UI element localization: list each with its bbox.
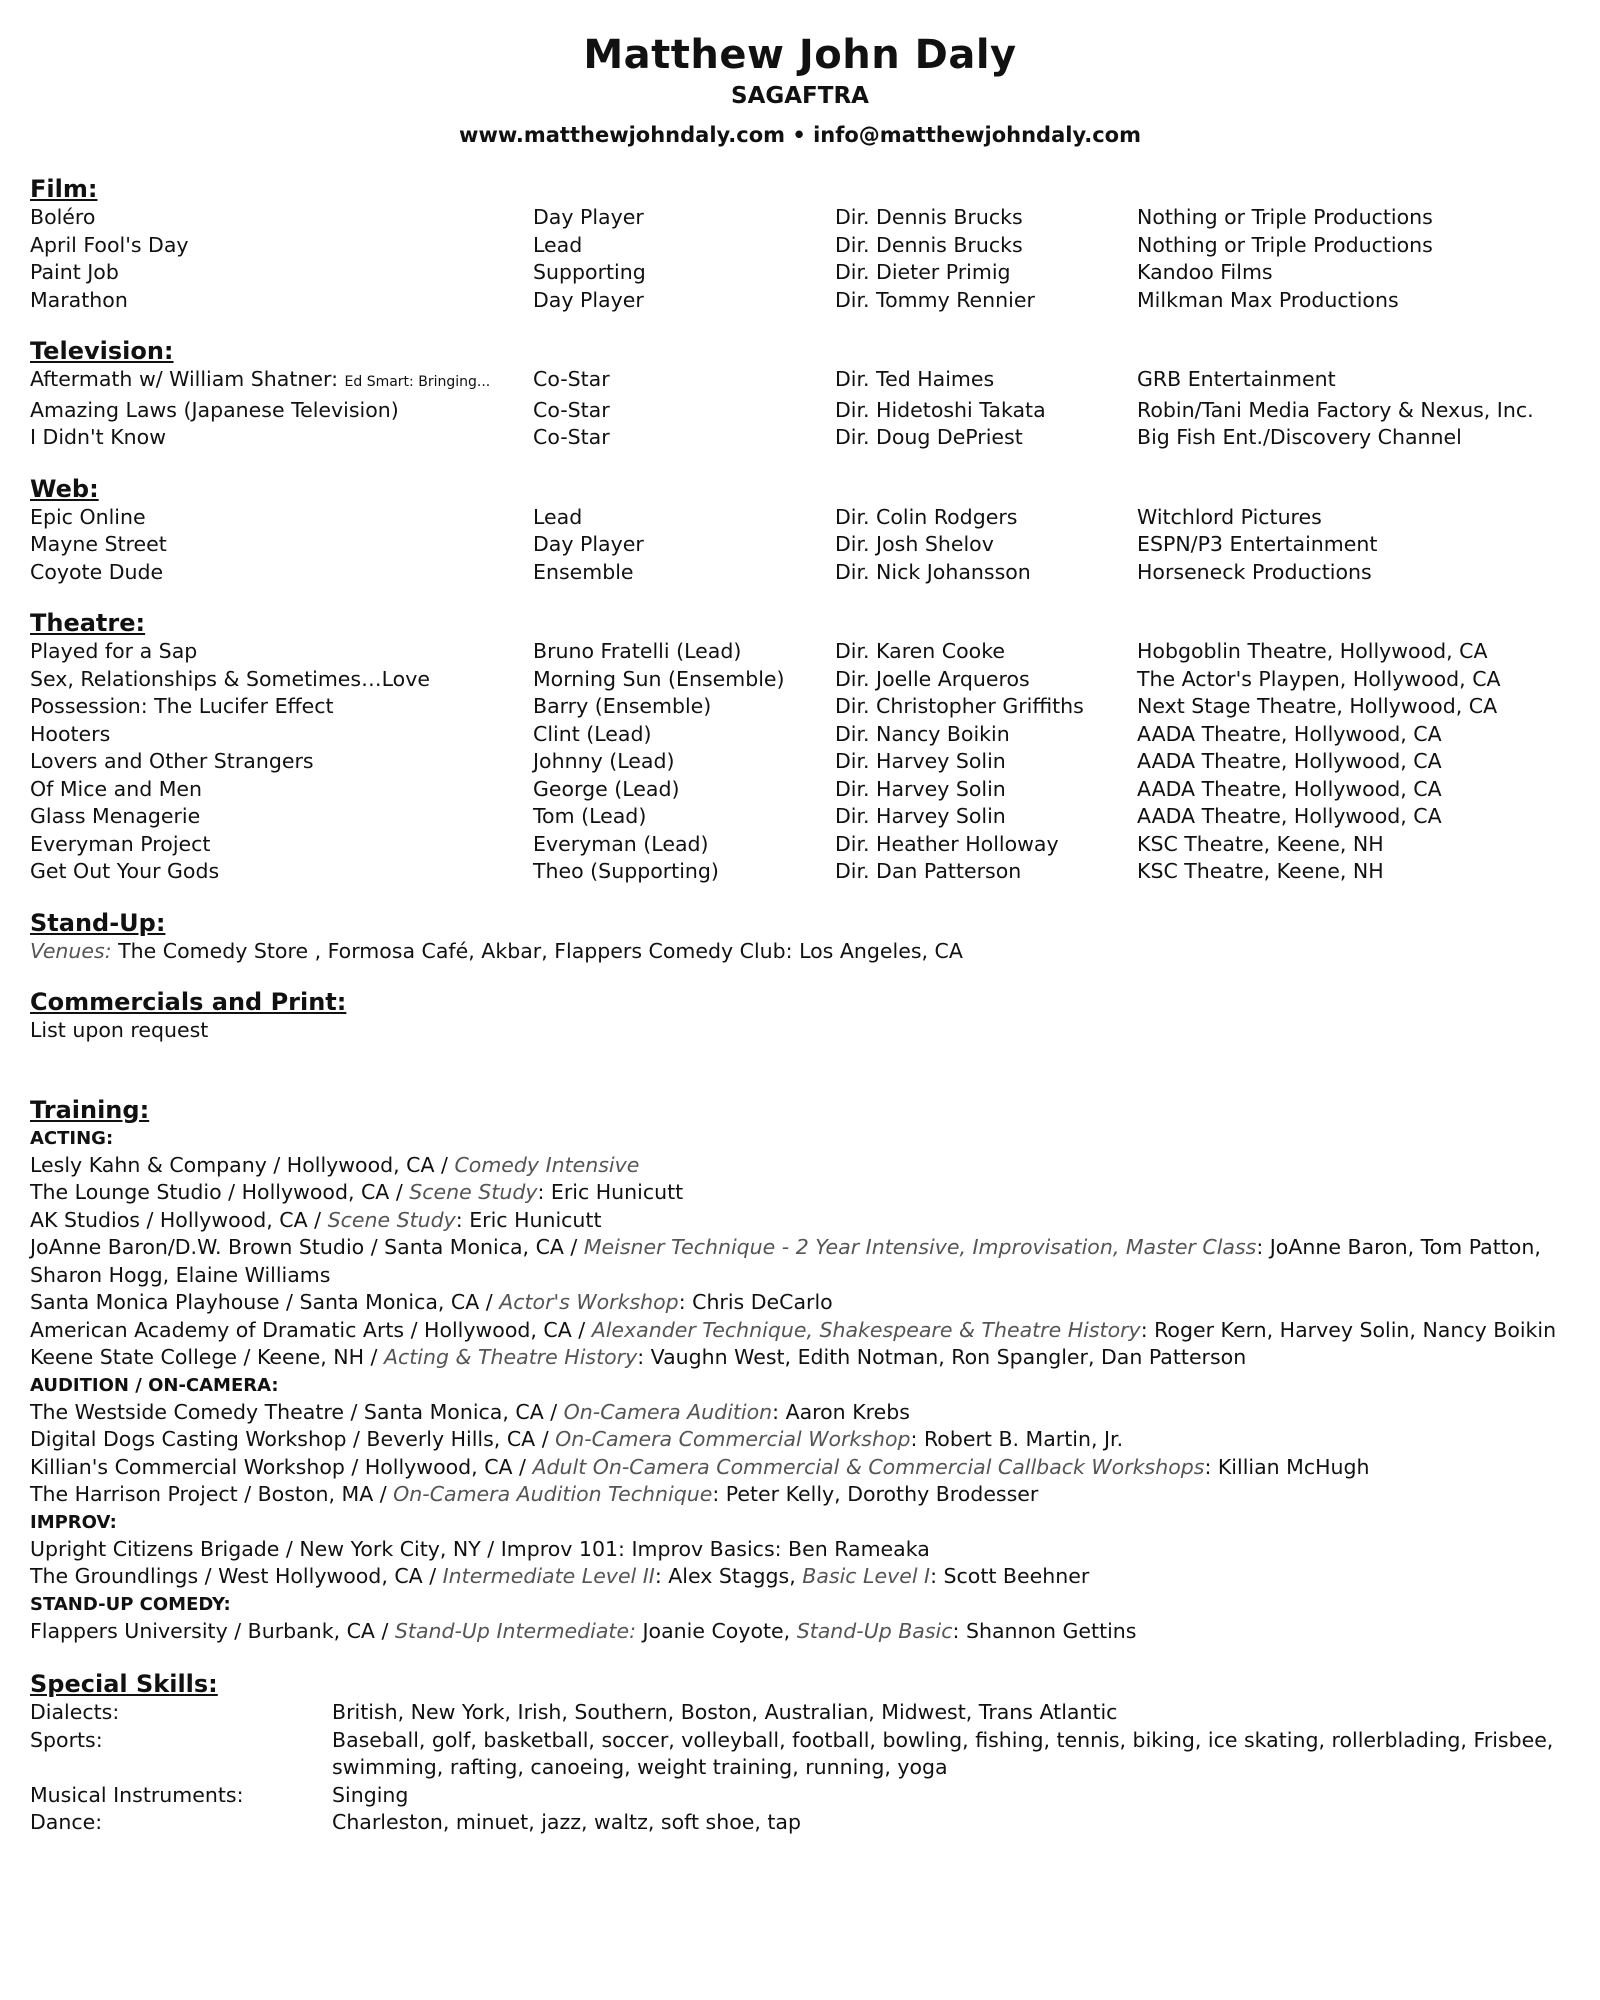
credit-company: Robin/Tani Media Factory & Nexus, Inc. — [1137, 397, 1534, 422]
standup-section — [30, 908, 1570, 966]
film-credits — [30, 204, 1570, 314]
credit-title: Epic Online — [30, 504, 146, 529]
skill-label: Musical Instruments: — [30, 1782, 244, 1807]
credit-title: April Fool's Day — [30, 232, 189, 257]
training-course: On-Camera Audition Technique — [393, 1482, 713, 1506]
training-text: American Academy of Dramatic Arts / Hollywood, CA / — [30, 1317, 592, 1342]
credit-company: Hobgoblin Theatre, Hollywood, CA — [1137, 639, 1488, 663]
training-text: The Westside Comedy Theatre / Santa Monica, CA / — [30, 1399, 564, 1424]
skill-label: Sports: — [30, 1727, 103, 1752]
section-title-commercials: Commercials and Print: — [30, 988, 347, 1016]
credit-row — [30, 504, 1570, 532]
credit-title: Of Mice and Men — [30, 776, 203, 801]
training-text: : Scott Beehner — [930, 1564, 1090, 1588]
credit-row — [30, 559, 1570, 587]
email-link[interactable]: info@matthewjohndaly.com — [813, 123, 1141, 147]
credit-company: Milkman Max Productions — [1137, 287, 1399, 312]
training-entry — [30, 1481, 1570, 1509]
training-text: : Chris DeCarlo — [678, 1290, 833, 1314]
credit-row — [30, 721, 1570, 749]
credit-role: Lead — [533, 232, 583, 257]
training-entry — [30, 1234, 1570, 1289]
credit-company: Witchlord Pictures — [1137, 504, 1322, 529]
credit-director: Dir. Nancy Boikin — [835, 721, 1010, 746]
credit-row — [30, 397, 1570, 425]
section-title-film: Film: — [30, 175, 98, 203]
film-section — [30, 174, 1570, 314]
resume-header — [30, 30, 1570, 154]
credit-role: Lead — [533, 504, 583, 529]
credit-row — [30, 831, 1570, 859]
credit-role: Co-Star — [533, 367, 610, 391]
credit-role: Day Player — [533, 205, 644, 229]
training-entry — [30, 1207, 1570, 1235]
credit-role: Bruno Fratelli (Lead) — [533, 639, 742, 663]
training-text: : Eric Hunicutt — [537, 1180, 684, 1204]
training-entry — [30, 1536, 1570, 1564]
credit-role: Co-Star — [533, 425, 610, 449]
credit-director: Dir. Ted Haimes — [835, 367, 995, 391]
section-title-skills: Special Skills: — [30, 1670, 218, 1698]
web-section — [30, 474, 1570, 587]
training-text: Keene State College / Keene, NH / — [30, 1345, 384, 1369]
standup-venues — [30, 938, 1570, 966]
credit-row — [30, 748, 1570, 776]
credit-title-note: Ed Smart: Bringing... — [344, 374, 491, 390]
training-text: The Harrison Project / Boston, MA / — [30, 1482, 394, 1506]
training-course: Acting & Theatre History — [383, 1345, 638, 1369]
credit-title — [30, 366, 533, 397]
credit-director: Dir. Christopher Griffiths — [835, 694, 1084, 718]
skills-section — [30, 1669, 1570, 1837]
credit-row — [30, 366, 1570, 397]
training-course: Intermediate Level II — [442, 1564, 655, 1588]
training-text: AK Studios / Hollywood, CA / — [30, 1207, 328, 1232]
television-section — [30, 336, 1570, 452]
credit-company: Big Fish Ent./Discovery Channel — [1137, 425, 1462, 449]
credit-title: Sex, Relationships & Sometimes…Love — [30, 666, 430, 691]
training-text: : Alex Staggs, — [654, 1564, 803, 1588]
actor-name: Matthew John Daly — [583, 32, 1017, 78]
section-title-standup: Stand-Up: — [30, 908, 166, 937]
credit-director: Dir. Dennis Brucks — [835, 232, 1023, 257]
training-text: JoAnne Baron/D.W. Brown Studio / Santa Monica, CA / — [30, 1235, 584, 1259]
credit-title: Amazing Laws (Japanese Television) — [30, 397, 399, 422]
training-text: : Roger Kern, Harvey Solin, Nancy Boikin — [1140, 1317, 1557, 1342]
training-text: : JoAnne Baron, Tom Patton, Sharon Hogg, Elaine Williams — [30, 1235, 1541, 1287]
credit-title: I Didn't Know — [30, 425, 166, 449]
training-text: The Groundlings / West Hollywood, CA / — [30, 1564, 443, 1588]
section-title-theatre: Theatre: — [30, 609, 146, 637]
credit-row — [30, 858, 1570, 886]
training-course: Scene Study — [409, 1180, 538, 1204]
credit-director: Dir. Nick Johansson — [835, 559, 1031, 584]
bullet-separator: • — [792, 123, 806, 147]
credit-company: ESPN/P3 Entertainment — [1137, 532, 1378, 556]
section-title-web: Web: — [30, 474, 99, 503]
credit-row — [30, 666, 1570, 694]
section-title-training: Training: — [30, 1095, 150, 1124]
training-text: : Shannon Gettins — [952, 1618, 1137, 1643]
credit-row — [30, 287, 1570, 315]
training-text: Upright Citizens Brigade / New York City, NY / Improv 101: Improv Basics: Ben Rameaka — [30, 1536, 930, 1561]
training-subheading: ACTING: — [30, 1127, 114, 1149]
training-text: Digital Dogs Casting Workshop / Beverly Hills, CA / — [30, 1427, 556, 1451]
credit-role: Day Player — [533, 287, 644, 312]
credit-row — [30, 259, 1570, 287]
skill-row — [30, 1727, 1570, 1782]
skills-list — [30, 1699, 1570, 1837]
training-course: On-Camera Audition — [563, 1399, 773, 1424]
skill-value: Charleston, minuet, jazz, waltz, soft shoe, tap — [332, 1810, 801, 1834]
credit-role: Co-Star — [533, 397, 610, 422]
credit-director: Dir. Doug DePriest — [835, 425, 1023, 449]
training-subheading: AUDITION / ON-CAMERA: — [30, 1374, 279, 1396]
training-entry — [30, 1289, 1570, 1317]
union-affiliation: SAGAFTRA — [731, 83, 869, 109]
credit-director: Dir. Dan Patterson — [835, 859, 1022, 883]
credit-role: Theo (Supporting) — [533, 859, 719, 883]
venues-text: The Comedy Store , Formosa Café, Akbar, Flappers Comedy Club: Los Angeles, CA — [111, 938, 963, 963]
credit-row — [30, 204, 1570, 232]
credit-director: Dir. Josh Shelov — [835, 532, 994, 556]
credit-role: Clint (Lead) — [533, 721, 652, 746]
skill-label: Dialects: — [30, 1700, 120, 1724]
commercials-section — [30, 987, 1570, 1045]
credit-title: Boléro — [30, 205, 96, 229]
training-text: Joanie Coyote, — [635, 1618, 797, 1643]
credit-title: Everyman Project — [30, 831, 211, 856]
credit-company: AADA Theatre, Hollywood, CA — [1137, 776, 1442, 801]
training-section — [30, 1095, 1570, 1646]
skill-row — [30, 1699, 1570, 1727]
credit-director: Dir. Harvey Solin — [835, 804, 1006, 828]
training-text: Lesly Kahn & Company / Hollywood, CA / — [30, 1152, 455, 1177]
credit-company: AADA Theatre, Hollywood, CA — [1137, 749, 1442, 773]
theatre-credits — [30, 638, 1570, 886]
credit-company: Nothing or Triple Productions — [1137, 205, 1433, 229]
credit-company: AADA Theatre, Hollywood, CA — [1137, 721, 1442, 746]
training-text: : Aaron Krebs — [772, 1399, 910, 1424]
credit-director: Dir. Colin Rodgers — [835, 504, 1018, 529]
credit-company: AADA Theatre, Hollywood, CA — [1137, 804, 1442, 828]
training-entry — [30, 1618, 1570, 1646]
venues-label: Venues: — [30, 938, 112, 963]
credit-role: George (Lead) — [533, 776, 680, 801]
training-course: Alexander Technique, Shakespeare & Theatre History — [591, 1317, 1141, 1342]
credit-role: Ensemble — [533, 559, 634, 584]
resume-page — [30, 30, 1570, 1837]
credit-title: Coyote Dude — [30, 559, 164, 584]
training-course: Stand-Up Intermediate: — [394, 1618, 636, 1643]
training-entry — [30, 1563, 1570, 1591]
training-text: : Vaughn West, Edith Notman, Ron Spangler, Dan Patterson — [637, 1345, 1247, 1369]
credit-company: Nothing or Triple Productions — [1137, 232, 1433, 257]
training-entry — [30, 1399, 1570, 1427]
credit-title: Paint Job — [30, 260, 119, 284]
credit-row — [30, 803, 1570, 831]
training-subheading: IMPROV: — [30, 1511, 117, 1533]
training-course: Actor's Workshop — [499, 1290, 679, 1314]
credit-role: Tom (Lead) — [533, 804, 647, 828]
television-credits — [30, 366, 1570, 452]
credit-row — [30, 693, 1570, 721]
commercials-note: List upon request — [30, 1018, 209, 1042]
credit-director: Dir. Joelle Arqueros — [835, 666, 1030, 691]
training-course: Meisner Technique - 2 Year Intensive, Improvisation, Master Class — [583, 1235, 1257, 1259]
training-entry — [30, 1454, 1570, 1482]
credit-role: Barry (Ensemble) — [533, 694, 712, 718]
credit-company: Next Stage Theatre, Hollywood, CA — [1137, 694, 1498, 718]
training-subheading: STAND-UP COMEDY: — [30, 1593, 231, 1615]
credit-company: Kandoo Films — [1137, 260, 1273, 284]
contact-line — [30, 116, 1570, 154]
credit-company: The Actor's Playpen, Hollywood, CA — [1137, 666, 1501, 691]
credit-role: Day Player — [533, 532, 644, 556]
credit-title: Glass Menagerie — [30, 804, 201, 828]
training-text: : Robert B. Martin, Jr. — [910, 1427, 1124, 1451]
training-entry — [30, 1426, 1570, 1454]
training-entry — [30, 1152, 1570, 1180]
training-entry — [30, 1317, 1570, 1345]
training-entry — [30, 1179, 1570, 1207]
skill-row — [30, 1782, 1570, 1810]
credit-role: Johnny (Lead) — [533, 749, 675, 773]
credit-director: Dir. Karen Cooke — [835, 639, 1005, 663]
credit-title: Marathon — [30, 287, 128, 312]
credit-title: Lovers and Other Strangers — [30, 749, 314, 773]
training-text: : Peter Kelly, Dorothy Brodesser — [712, 1482, 1039, 1506]
skill-value: British, New York, Irish, Southern, Boston, Australian, Midwest, Trans Atlantic — [332, 1700, 1118, 1724]
credit-title-main: Aftermath w/ William Shatner: — [30, 367, 338, 391]
website-link[interactable]: www.matthewjohndaly.com — [459, 123, 786, 147]
training-text: Santa Monica Playhouse / Santa Monica, CA / — [30, 1290, 500, 1314]
skill-row — [30, 1809, 1570, 1837]
credit-director: Dir. Hidetoshi Takata — [835, 397, 1046, 422]
credit-row — [30, 232, 1570, 260]
credit-role: Supporting — [533, 260, 646, 284]
credit-title: Mayne Street — [30, 532, 167, 556]
training-text: Killian's Commercial Workshop / Hollywood, CA / — [30, 1454, 533, 1479]
credit-company: Horseneck Productions — [1137, 559, 1372, 584]
credit-title: Get Out Your Gods — [30, 859, 220, 883]
training-course: Adult On-Camera Commercial & Commercial Callback Workshops — [532, 1454, 1205, 1479]
training-course: Comedy Intensive — [454, 1152, 640, 1177]
credit-title: Hooters — [30, 721, 111, 746]
training-course: Scene Study — [327, 1207, 456, 1232]
web-credits — [30, 504, 1570, 587]
training-text: : Killian McHugh — [1204, 1454, 1370, 1479]
credit-row — [30, 776, 1570, 804]
credit-role: Everyman (Lead) — [533, 831, 709, 856]
training-text: : Eric Hunicutt — [455, 1207, 602, 1232]
credit-title: Played for a Sap — [30, 639, 198, 663]
credit-row — [30, 531, 1570, 559]
training-entry — [30, 1344, 1570, 1372]
credit-director: Dir. Dieter Primig — [835, 260, 1011, 284]
credit-company: KSC Theatre, Keene, NH — [1137, 831, 1384, 856]
credit-company: GRB Entertainment — [1137, 367, 1336, 391]
skill-value: Singing — [332, 1782, 409, 1807]
credit-director: Dir. Dennis Brucks — [835, 205, 1023, 229]
skill-value: Baseball, golf, basketball, soccer, volleyball, football, bowling, fishing, tennis, biking, ice skating, rollerblading, Frisbee, swimming, rafting, canoeing, weight training, running, yoga — [332, 1727, 1554, 1779]
training-course: On-Camera Commercial Workshop — [555, 1427, 911, 1451]
training-text: The Lounge Studio / Hollywood, CA / — [30, 1180, 410, 1204]
credit-director: Dir. Tommy Rennier — [835, 287, 1035, 312]
section-title-television: Television: — [30, 337, 174, 365]
credit-role: Morning Sun (Ensemble) — [533, 666, 785, 691]
credit-row — [30, 638, 1570, 666]
training-course: Basic Level I — [802, 1564, 931, 1588]
theatre-section — [30, 608, 1570, 886]
skill-label: Dance: — [30, 1810, 103, 1834]
credit-row — [30, 424, 1570, 452]
training-list — [30, 1125, 1570, 1646]
credit-director: Dir. Harvey Solin — [835, 776, 1006, 801]
credit-company: KSC Theatre, Keene, NH — [1137, 859, 1384, 883]
credit-director: Dir. Harvey Solin — [835, 749, 1006, 773]
training-text: Flappers University / Burbank, CA / — [30, 1618, 395, 1643]
credit-director: Dir. Heather Holloway — [835, 831, 1059, 856]
credit-title: Possession: The Lucifer Effect — [30, 694, 334, 718]
training-course: Stand-Up Basic — [796, 1618, 953, 1643]
